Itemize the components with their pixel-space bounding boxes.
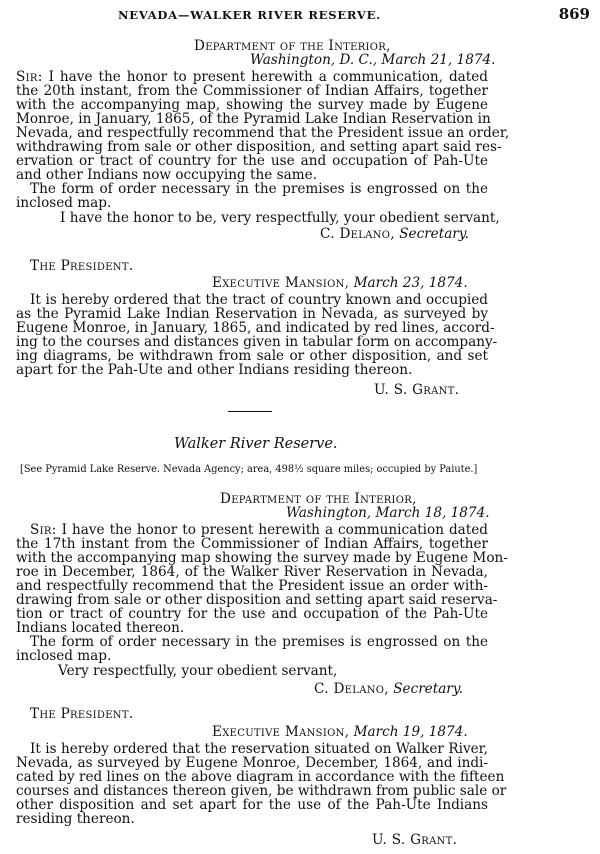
letter1-place-date: Washington, D. C., March 21, 1874.: [250, 52, 496, 68]
order2-line-3: cated by red lines on the above diagram in accordance with the fifteen: [16, 769, 505, 785]
letter1-addressee: The President.: [30, 258, 134, 274]
letter1-line-3: with the accompanying map, showing the survey made by Eugene: [16, 97, 488, 113]
letter1-line-7: ervation or tract of country for the use and occupation of Pah-Ute: [16, 153, 488, 169]
letter1-line-8: and other Indians now occupying the same.: [16, 167, 317, 183]
page-number: 869: [558, 5, 590, 23]
letter1-line-10: inclosed map.: [16, 195, 112, 211]
order2-line-5: other disposition and set apart for the use of the Pah-Ute Indians: [16, 797, 488, 813]
letter2-addressee: The President.: [30, 706, 134, 722]
section-note: [See Pyramid Lake Reserve. Nevada Agency; area, 498½ square miles; occupied by Paiute.]: [20, 464, 478, 475]
order1-line-4: ing to the courses and distances given in tabular form on accompany-: [16, 334, 498, 350]
order1-line-1: It is hereby ordered that the tract of country known and occupied: [30, 292, 488, 308]
letter2-line-8: Indians located thereon.: [16, 620, 185, 636]
order1-line-3: Eugene Monroe, in January, 1865, and indicated by red lines, accord-: [16, 320, 495, 336]
letter1-signature: C. Delano, Secretary.: [320, 226, 469, 242]
letter1-line-5: Nevada, and respectfully recommend that the President issue an order,: [16, 125, 510, 141]
letter1-line-9: The form of order necessary in the premises is engrossed on the: [30, 181, 488, 197]
letter2-line-3: with the accompanying map showing the survey made by Eugene Mon-: [16, 550, 508, 566]
running-head: NEVADA—WALKER RIVER RESERVE.: [118, 8, 381, 22]
letter2-line-9: The form of order necessary in the premises is engrossed on the: [30, 634, 488, 650]
letter2-place-date: Washington, March 18, 1874.: [286, 505, 490, 521]
order1-line-6: apart for the Pah-Ute and other Indians residing thereon.: [16, 362, 413, 378]
letter2-signature: C. Delano, Secretary.: [314, 681, 463, 697]
order1-line-5: ing diagrams, be withdrawn from sale or other disposition, and set: [16, 348, 488, 364]
section-divider: [228, 411, 272, 412]
letter2-line-7: tion or tract of country for the use and occupation of the Pah-Ute: [16, 606, 488, 622]
order2-heading: Executive Mansion, March 19, 1874.: [212, 724, 468, 740]
letter1-line-6: withdrawing from sale or other disposition, and setting apart said res-: [16, 139, 502, 155]
order2-line-2: Nevada, as surveyed by Eugene Monroe, December, 1864, and indi-: [16, 755, 488, 771]
letter2-line-5: and respectfully recommend that the President issue an order with-: [16, 578, 488, 594]
letter1-line-4: Monroe, in January, 1865, of the Pyramid Lake Indian Reservation in: [16, 111, 491, 127]
order2-signature: U. S. Grant.: [372, 832, 458, 848]
letter1-closing: I have the honor to be, very respectfully, your obedient servant,: [60, 210, 500, 226]
order1-heading: Executive Mansion, March 23, 1874.: [212, 275, 468, 291]
letter2-line-1: Sir: I have the honor to present herewith a communication dated: [30, 522, 488, 538]
letter2-line-6: drawing from sale or other disposition and setting apart said reserva-: [16, 592, 498, 608]
order2-line-6: residing thereon.: [16, 811, 135, 827]
letter1-line-1: Sir: I have the honor to present herewith a communication, dated: [16, 69, 488, 85]
letter1-salutation: Sir:: [16, 69, 43, 85]
letter2-line-4: roe in December, 1864, of the Walker River Reservation in Nevada,: [16, 564, 488, 580]
letter2-salutation: Sir:: [30, 522, 57, 538]
section-title: Walker River Reserve.: [174, 436, 338, 452]
letter2-closing: Very respectfully, your obedient servant,: [58, 663, 338, 679]
order1-signature: U. S. Grant.: [374, 382, 460, 398]
order2-line-1: It is hereby ordered that the reservation situated on Walker River,: [30, 741, 488, 757]
letter2-department: Department of the Interior,: [220, 491, 417, 507]
letter2-line-2: the 17th instant from the Commissioner of Indian Affairs, together: [16, 536, 488, 552]
order2-line-4: courses and distances thereon given, be withdrawn from public sale or: [16, 783, 507, 799]
letter2-line-10: inclosed map.: [16, 648, 112, 664]
order1-line-2: as the Pyramid Lake Indian Reservation in Nevada, as surveyed by: [16, 306, 488, 322]
letter1-department: Department of the Interior,: [194, 38, 391, 54]
letter1-line-2: the 20th instant, from the Commissioner of Indian Affairs, together: [16, 83, 488, 99]
